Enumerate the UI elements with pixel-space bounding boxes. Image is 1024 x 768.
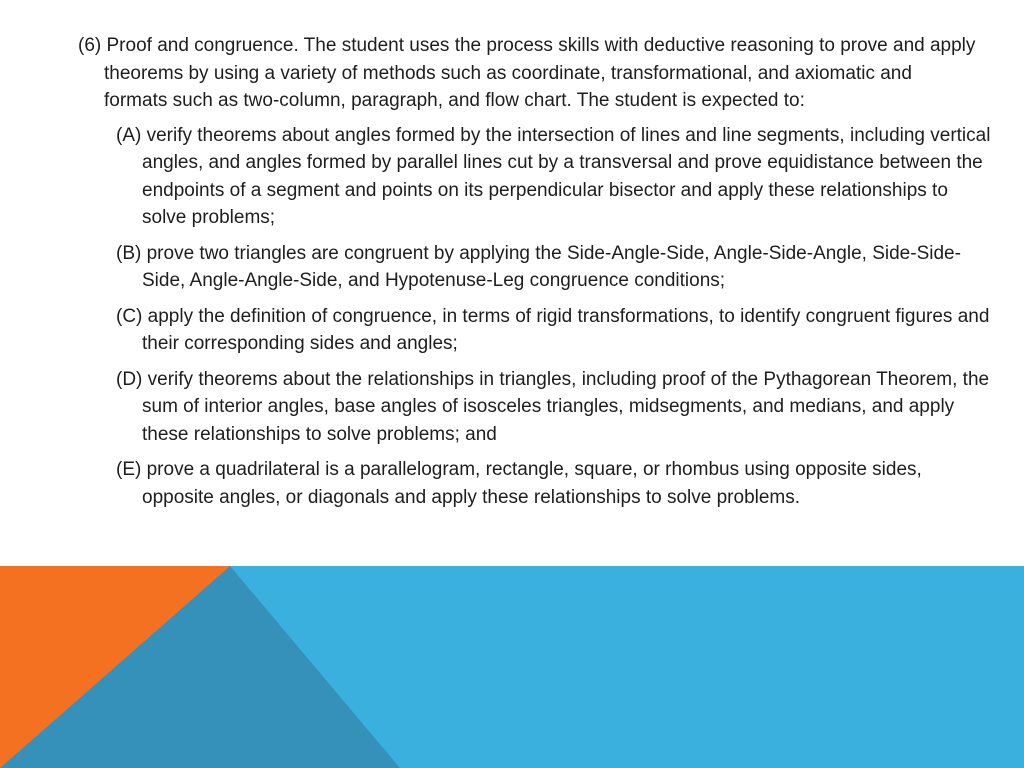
list-item-a: (A) verify theorems about angles formed by the intersection of lines and line segments, including vertical angles, and angles formed by parallel lines cut by a transversal and prove equidistance between the endpoints of a segment and points on its perpendicular bisector and apply these relationships to solve problems; — [116, 124, 991, 228]
decorative-footer-band — [0, 566, 1024, 768]
expectations-list — [78, 122, 991, 512]
list-item-d: (D) verify theorems about the relationships in triangles, including proof of the Pythagorean Theorem, the sum of interior angles, base angles of isosceles triangles, midsegments, and medians, and apply these relationships to solve problems; and — [116, 368, 990, 445]
intro-paragraph: (6) Proof and congruence. The student uses the process skills with deductive reasoning to prove and apply theorems by using a variety of methods such as coordinate, transformational, and axiomatic and formats such as two-column, paragraph, and flow chart. The student is expected to: — [78, 35, 976, 111]
text-body — [78, 32, 991, 519]
list-item-c: (C) apply the definition of congruence, in terms of rigid transformations, to identify congruent figures and their corresponding sides and angles; — [116, 305, 990, 354]
list-item-e: (E) prove a quadrilateral is a parallelogram, rectangle, square, or rhombus using opposite sides, opposite angles, or diagonals and apply these relationships to solve problems. — [116, 459, 922, 508]
list-item-b: (B) prove two triangles are congruent by applying the Side-Angle-Side, Angle-Side-Angle, Side-Side-Side, Angle-Angle-Side, and Hypotenuse-Leg congruence conditions; — [116, 242, 961, 291]
